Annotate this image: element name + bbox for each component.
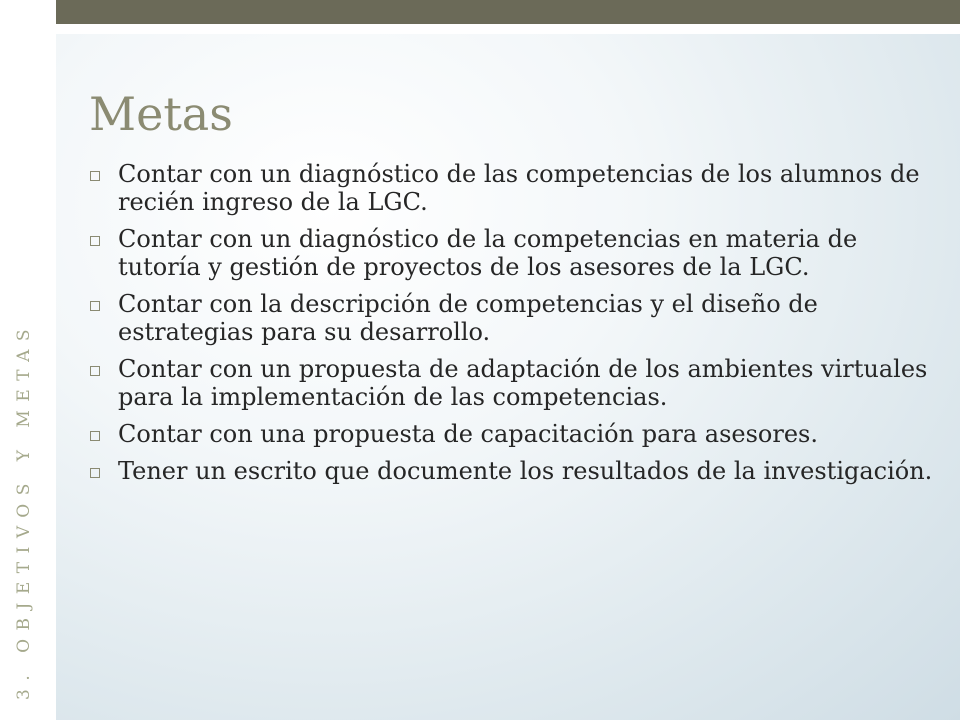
slide-title: Metas: [89, 87, 233, 141]
bullet-item: [86, 457, 936, 485]
square-bullet-icon: [90, 236, 100, 246]
bullet-item: [86, 160, 936, 216]
bullet-item: [86, 420, 936, 448]
section-side-label: 3. OBJETIVOS Y METAS: [14, 320, 34, 700]
square-bullet-icon: [90, 431, 100, 441]
square-bullet-icon: [90, 366, 100, 376]
square-bullet-icon: [90, 171, 100, 181]
square-bullet-icon: [90, 301, 100, 311]
square-bullet-icon: [90, 468, 100, 478]
side-strip: [0, 0, 56, 720]
slide-content-area: [56, 34, 960, 720]
bullet-item: [86, 290, 936, 346]
bullet-text: Tener un escrito que documente los resultados de la investigación.: [118, 457, 933, 485]
bullet-text: Contar con un propuesta de adaptación de los ambientes virtuales para la implementación de las competencias.: [118, 355, 928, 411]
top-accent-bar: [56, 0, 960, 24]
bullet-list: [86, 160, 936, 494]
bullet-text: Contar con un diagnóstico de las competencias de los alumnos de recién ingreso de la LGC.: [118, 160, 920, 216]
bullet-item: [86, 225, 936, 281]
top-gap-divider: [56, 24, 960, 34]
bullet-item: [86, 355, 936, 411]
bullet-text: Contar con la descripción de competencias y el diseño de estrategias para su desarrollo.: [118, 290, 818, 346]
bullet-text: Contar con un diagnóstico de la competencias en materia de tutoría y gestión de proyectos de los asesores de la LGC.: [118, 225, 858, 281]
bullet-text: Contar con una propuesta de capacitación para asesores.: [118, 420, 818, 448]
